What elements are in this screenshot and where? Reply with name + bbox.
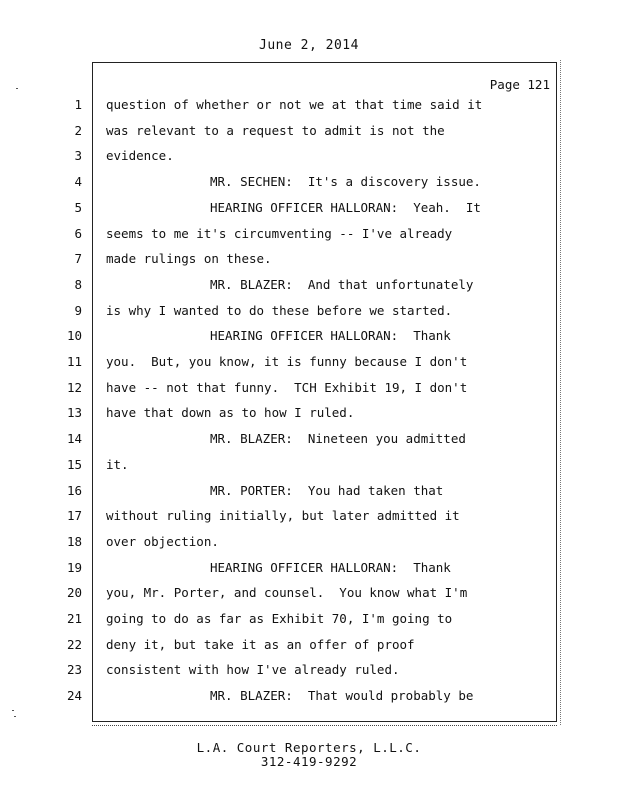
line-number: 14	[66, 431, 82, 446]
footer-company: L.A. Court Reporters, L.L.C.	[196, 740, 422, 755]
right-edge-dotted-rule	[560, 60, 561, 725]
scan-speck	[14, 716, 16, 717]
line-text: you, Mr. Porter, and counsel. You know what I'm	[106, 585, 468, 600]
line-number: 12	[66, 380, 82, 395]
line-text: have -- not that funny. TCH Exhibit 19, I don't	[106, 380, 468, 395]
line-text: MR. BLAZER: That would probably be	[210, 688, 474, 703]
line-text: going to do as far as Exhibit 70, I'm going to	[106, 611, 453, 626]
line-number: 1	[74, 97, 82, 112]
line-text: MR. PORTER: You had taken that	[210, 483, 444, 498]
line-number: 17	[66, 508, 82, 523]
line-number: 6	[74, 226, 82, 241]
line-number: 2	[74, 123, 82, 138]
line-number: 20	[66, 585, 82, 600]
line-number: 22	[66, 637, 82, 652]
line-number: 24	[66, 688, 82, 703]
line-text: was relevant to a request to admit is not the	[106, 123, 445, 138]
line-text: over objection.	[106, 534, 219, 549]
line-number: 15	[66, 457, 82, 472]
line-text: it.	[106, 457, 129, 472]
line-number: 11	[66, 354, 82, 369]
line-number: 9	[74, 303, 82, 318]
line-number: 16	[66, 483, 82, 498]
line-number: 19	[66, 560, 82, 575]
line-number: 13	[66, 405, 82, 420]
line-text: HEARING OFFICER HALLORAN: Thank	[210, 328, 451, 343]
scan-speck	[12, 710, 14, 711]
scan-speck	[16, 88, 18, 89]
line-text: evidence.	[106, 148, 174, 163]
line-number: 4	[74, 174, 82, 189]
line-text: MR. BLAZER: And that unfortunately	[210, 277, 474, 292]
line-number: 8	[74, 277, 82, 292]
line-text: have that down as to how I ruled.	[106, 405, 355, 420]
line-text: is why I wanted to do these before we started.	[106, 303, 453, 318]
header-date: June 2, 2014	[259, 38, 359, 53]
line-number: 23	[66, 662, 82, 677]
line-text: question of whether or not we at that time said it	[106, 97, 483, 112]
line-text: MR. SECHEN: It's a discovery issue.	[210, 174, 481, 189]
line-text: consistent with how I've already ruled.	[106, 662, 400, 677]
line-text: HEARING OFFICER HALLORAN: Yeah. It	[210, 200, 481, 215]
line-number: 18	[66, 534, 82, 549]
frame-bottom-dotted-rule	[92, 725, 557, 726]
line-text: HEARING OFFICER HALLORAN: Thank	[210, 560, 451, 575]
line-text: without ruling initially, but later admitted it	[106, 508, 460, 523]
line-text: deny it, but take it as an offer of proof	[106, 637, 415, 652]
page-number: Page 121	[489, 77, 550, 92]
line-text: seems to me it's circumventing -- I've already	[106, 226, 453, 241]
line-number: 3	[74, 148, 82, 163]
line-text: MR. BLAZER: Nineteen you admitted	[210, 431, 466, 446]
line-number: 7	[74, 251, 82, 266]
line-number: 5	[74, 200, 82, 215]
line-number: 10	[66, 328, 82, 343]
line-text: you. But, you know, it is funny because I don't	[106, 354, 468, 369]
line-text: made rulings on these.	[106, 251, 272, 266]
line-number: 21	[66, 611, 82, 626]
footer-phone: 312-419-9292	[260, 754, 358, 769]
